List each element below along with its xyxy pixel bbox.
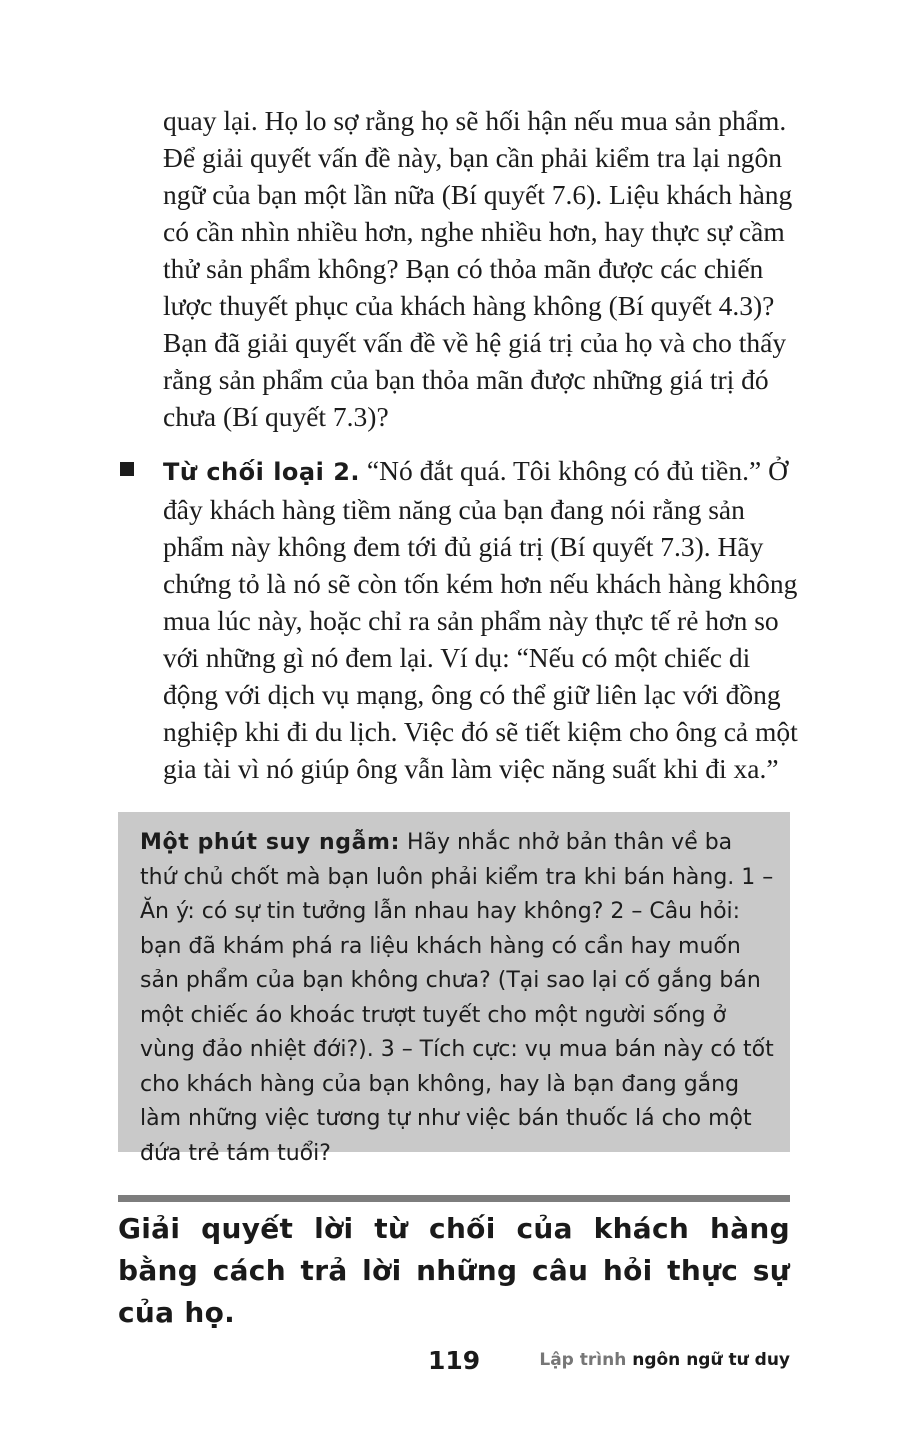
callout-lead: Một phút suy ngẫm: bbox=[140, 830, 400, 855]
bullet-paragraph bbox=[163, 452, 803, 787]
bullet-lead: Từ chối loại 2. bbox=[163, 458, 361, 486]
page-footer bbox=[418, 1344, 790, 1380]
callout-paragraph bbox=[140, 826, 774, 1171]
running-title bbox=[539, 1350, 790, 1370]
bullet-text: “Nó đắt quá. Tôi không có đủ tiền.” Ở đây khách hàng tiềm năng của bạn đang nói rằng sản phẩm này không đem tới đủ giá trị (Bí quyết 7.3). Hãy chứng tỏ là nó sẽ còn tốn kém hơn nếu khách hàng không mua lúc này, hoặc chỉ ra sản phẩm này thực tế rẻ hơn so với những gì nó đem lại. Ví dụ: “Nếu có một chiếc di động với dịch vụ mạng, ông có thể giữ liên lạc với đồng nghiệp khi đi du lịch. Việc đó sẽ tiết kiệm cho ông cả một gia tài vì nó giúp ông vẫn làm việc năng suất khi đi xa.” bbox=[163, 455, 798, 784]
key-tip: Giải quyết lời từ chối của khách hàng bằng cách trả lời những câu hỏi thực sự của họ. bbox=[118, 1212, 790, 1329]
running-title-part1: Lập trình bbox=[539, 1350, 627, 1370]
reflection-callout-box bbox=[118, 812, 790, 1166]
divider-rule bbox=[118, 1195, 790, 1202]
callout-text: Hãy nhắc nhở bản thân về ba thứ chủ chốt mà bạn luôn phải kiểm tra khi bán hàng. 1 – Ăn ý: có sự tin tưởng lẫn nhau hay không? 2 – Câu hỏi: bạn đã khám phá ra liệu khách hàng có cần hay muốn sản phẩm của bạn không chưa? (Tại sao lại cố gắng bán một chiếc áo khoác trượt tuyết cho một người sống ở vùng đảo nhiệt đới?). 3 – Tích cực: vụ mua bán này có tốt cho khách hàng của bạn không, hay là bạn đang gắng làm những việc tương tự như việc bán thuốc lá cho một đứa trẻ tám tuổi? bbox=[140, 830, 774, 1166]
page-number: 119 bbox=[428, 1346, 481, 1375]
body-paragraph: quay lại. Họ lo sợ rằng họ sẽ hối hận nếu mua sản phẩm. Để giải quyết vấn đề này, bạn cần phải kiểm tra lại ngôn ngữ của bạn một lần nữa (Bí quyết 7.6). Liệu khách hàng có cần nhìn nhiều hơn, nghe nhiều hơn, hay thực sự cầm thử sản phẩm không? Bạn có thỏa mãn được các chiến lược thuyết phục của khách hàng không (Bí quyết 4.3)? Bạn đã giải quyết vấn đề về hệ giá trị của họ và cho thấy rằng sản phẩm của bạn thỏa mãn được những giá trị đó chưa (Bí quyết 7.3)? bbox=[163, 105, 793, 432]
running-title-part2: ngôn ngữ tư duy bbox=[632, 1350, 790, 1370]
bullet-square-icon bbox=[120, 462, 134, 476]
